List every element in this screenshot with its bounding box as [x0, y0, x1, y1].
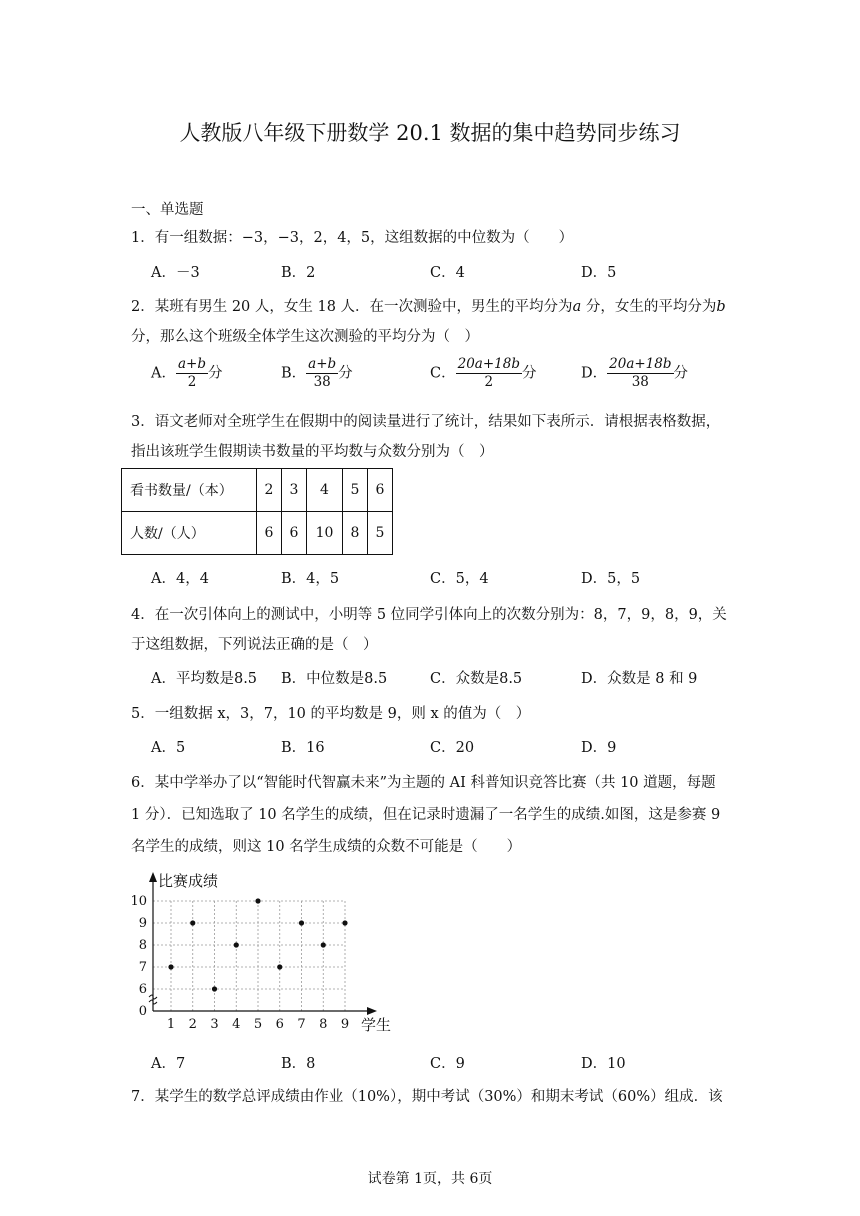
x-tick-label: 4: [232, 1017, 241, 1032]
table-header-books: 看书数量/（本）: [122, 469, 257, 512]
q3-option-d: D．5，5: [581, 571, 641, 587]
question-2-line-2: 分，那么这个班级全体学生这次测验的平均分为（ ）: [131, 329, 479, 345]
y-tick-label: 6: [138, 982, 147, 997]
question-7-line-1: 7．某学生的数学总评成绩由作业（10%），期中考试（30%）和期末考试（60%）组成．该: [131, 1089, 723, 1105]
y-axis-arrow: [149, 872, 157, 882]
q1-option-a: A．－3: [151, 265, 200, 281]
fraction: $\frac{a+b}{2}$: [177, 356, 206, 390]
q2-option-a: A． $\frac{a+b}{2}$ 分: [151, 356, 223, 390]
score-scatter-chart: [125, 868, 395, 1038]
question-6-line-3: 名学生的成绩，则这 10 名学生成绩的众数不可能是（ ）: [131, 839, 522, 855]
question-3-line-2: 指出该班学生假期读书数量的平均数与众数分别为（ ）: [131, 444, 494, 460]
question-5-stem: 5．一组数据 x，3，7，10 的平均数是 9，则 x 的值为（ ）: [131, 706, 531, 722]
origin-label: 0: [138, 1004, 147, 1019]
table-cell: 6: [282, 512, 307, 555]
table-cell: 3: [282, 469, 307, 512]
table-row: [122, 512, 393, 555]
x-tick-label: 8: [319, 1017, 328, 1032]
x-tick-label: 3: [210, 1017, 219, 1032]
data-point: [168, 964, 173, 969]
q5-option-a: A．5: [151, 740, 186, 756]
x-tick-label: 1: [166, 1017, 176, 1032]
x-tick-label: 7: [297, 1017, 306, 1032]
x-tick-label: 9: [340, 1017, 350, 1032]
q2-var-b: b: [716, 299, 726, 315]
x-axis-arrow: [367, 1007, 377, 1015]
q2-option-d: D． $\frac{20a+18b}{38}$ 分: [581, 356, 688, 390]
x-tick-label: 6: [275, 1017, 284, 1032]
fraction: $\frac{20a+18b}{38}$: [609, 356, 672, 390]
table-cell: 4: [307, 469, 343, 512]
q2-option-b: B． $\frac{a+b}{38}$ 分: [281, 356, 353, 390]
x-tick-label: 5: [253, 1017, 263, 1032]
table-cell: 5: [368, 512, 393, 555]
x-tick-label: 2: [188, 1017, 197, 1032]
data-point: [234, 942, 239, 947]
y-tick-label: 10: [130, 894, 147, 909]
q2-option-c: C． $\frac{20a+18b}{2}$ 分: [430, 356, 537, 390]
question-4-line-1: 4．在一次引体向上的测试中，小明等 5 位同学引体向上的次数分别为：8，7，9，8，9，关: [131, 607, 727, 623]
q6-option-d: D．10: [581, 1056, 626, 1072]
q3-option-a: A．4，4: [151, 571, 209, 587]
y-tick-label: 9: [138, 916, 147, 931]
q4-option-d: D．众数是 8 和 9: [581, 671, 698, 687]
question-6-line-1: 6．某中学举办了以“智能时代智赢未来”为主题的 AI 科普知识竞答比赛（共 10 道题，每题: [131, 775, 716, 791]
data-point: [321, 942, 326, 947]
q2-text-1b: 分，女生的平均分为: [581, 299, 717, 315]
question-3-line-1: 3．语文老师对全班学生在假期中的阅读量进行了统计，结果如下表所示．请根据表格数据，: [131, 414, 721, 430]
q5-option-c: C．20: [430, 740, 475, 756]
data-point: [342, 920, 347, 925]
q4-option-c: C．众数是8.5: [430, 671, 523, 687]
q1-option-b: B．2: [281, 265, 316, 281]
question-6-line-2: 1 分）．已知选取了 10 名学生的成绩，但在记录时遗漏了一名学生的成绩.如图，这是参赛 9: [131, 807, 721, 823]
fraction: $\frac{a+b}{38}$: [308, 356, 337, 390]
question-2-line-1: [131, 295, 726, 316]
data-point: [277, 964, 282, 969]
question-4-line-2: 于这组数据，下列说法正确的是（ ）: [131, 637, 378, 653]
q6-option-b: B．8: [281, 1056, 316, 1072]
data-point: [299, 920, 304, 925]
page-footer: 试卷第 1页，共 6页: [367, 1171, 493, 1187]
q1-option-d: D．5: [581, 265, 617, 281]
table-cell: 10: [307, 512, 343, 555]
q1-option-c: C．4: [430, 265, 465, 281]
q3-option-c: C．5，4: [430, 571, 489, 587]
y-axis-label: 比赛成绩: [158, 872, 219, 890]
q2-var-a: a: [572, 299, 582, 315]
reading-table: [121, 468, 393, 555]
table-cell: 6: [257, 512, 282, 555]
q6-option-a: A．7: [151, 1056, 186, 1072]
question-1-stem: 1．有一组数据：−3，−3，2，4，5，这组数据的中位数为（ ）: [131, 230, 574, 246]
q3-option-b: B．4，5: [281, 571, 340, 587]
data-point: [212, 986, 217, 991]
x-axis-label: 学生: [361, 1016, 392, 1034]
section-heading: 一、单选题: [131, 202, 204, 218]
y-tick-label: 8: [138, 938, 147, 953]
table-cell: 8: [343, 512, 368, 555]
table-cell: 6: [368, 469, 393, 512]
table-header-people: 人数/（人）: [122, 512, 257, 555]
table-row: [122, 469, 393, 512]
data-point: [190, 920, 195, 925]
table-cell: 2: [257, 469, 282, 512]
page-title: 人教版八年级下册数学 20.1 数据的集中趋势同步练习: [179, 121, 681, 145]
q6-option-c: C．9: [430, 1056, 465, 1072]
q2-text-1: 2．某班有男生 20 人，女生 18 人．在一次测验中，男生的平均分为: [131, 299, 573, 315]
q4-option-b: B．中位数是8.5: [281, 671, 388, 687]
table-cell: 5: [343, 469, 368, 512]
q5-option-d: D．9: [581, 740, 617, 756]
data-point: [255, 898, 260, 903]
q4-option-a: A．平均数是8.5: [151, 671, 258, 687]
fraction: $\frac{20a+18b}{2}$: [457, 356, 520, 390]
y-tick-label: 7: [138, 960, 147, 975]
q5-option-b: B．16: [281, 740, 325, 756]
